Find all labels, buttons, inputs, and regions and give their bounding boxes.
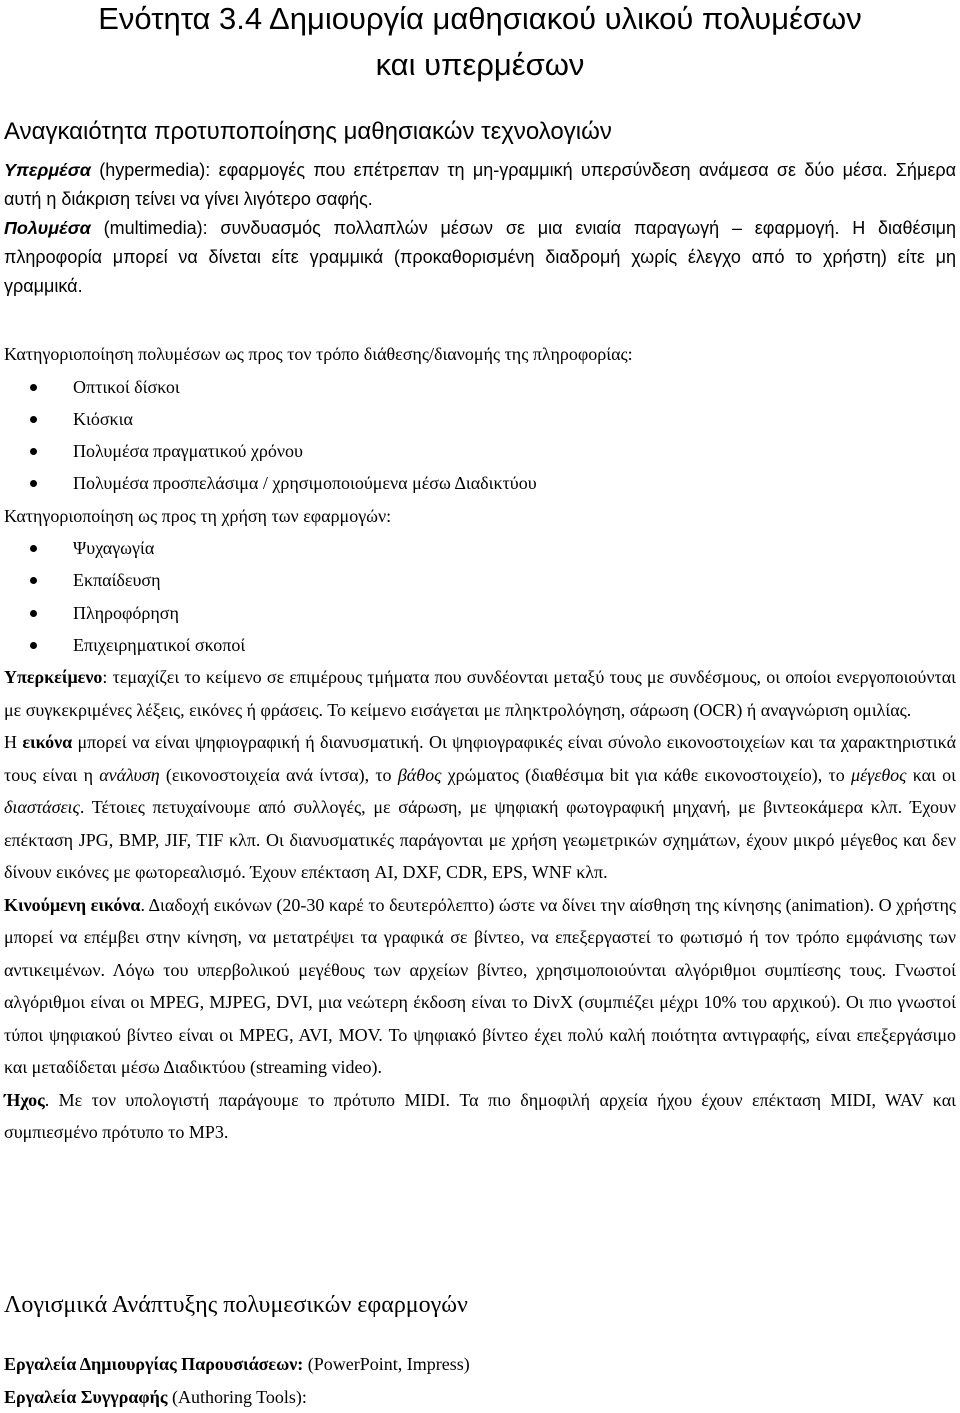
- bullet-icon: [30, 384, 37, 391]
- hypermedia-term: Υπερμέσα: [4, 160, 91, 180]
- list-item: Κιόσκια: [4, 403, 956, 435]
- section-heading: Αναγκαιότητα προτυποποίησης μαθησιακών τεχνολογιών: [4, 114, 956, 150]
- bullet-icon: [30, 610, 37, 617]
- list-item: Επιχειρηματικοί σκοποί: [4, 629, 956, 661]
- moving-image-paragraph: Κινούμενη εικόνα. Διαδοχή εικόνων (20-30 καρέ το δευτερόλεπτο) ώστε να δίνει την αίσθηση της κίνησης (animation). Ο χρήστης μπορεί να επέμβει στην κίνηση, να μετατρέψει τα γραφικά σε βίντεο, να επεξεργαστεί το φωτισμό ή τον τρόπο εμφάνισης των αντικειμένων. Λόγω του υπερβολικού μεγέθους των αρχείων βίντεο, χρησιμοποιούνται αλγόριθμοι συμπίεσης τους. Γνωστοί αλγόριθμοι είναι οι MPEG, MJPEG, DVI, μια νεώτερη έκδοση είναι το DivX (συμπιέζει μέχρι 10% του αρχικού). Οι πιο γνωστοί τύποι ψηφιακού βίντεο είναι οι MPEG, AVI, MOV. Το ψηφιακό βίντεο έχει πολύ καλή ποιότητα αντιγραφής, είναι επεξεργάσιμο και μεταδίδεται μέσω Διαδικτύου (streaming video).: [4, 889, 956, 1084]
- authoring-tools: Εργαλεία Συγγραφής (Authoring Tools):: [4, 1381, 956, 1413]
- multimedia-classification: [4, 338, 956, 1149]
- hypertext-paragraph: [4, 661, 956, 726]
- list-item: Πολυμέσα προσπελάσιμα / χρησιμοποιούμενα μέσω Διαδικτύου: [4, 467, 956, 499]
- multimedia-term: Πολυμέσα: [4, 218, 91, 238]
- hypertext-text: : τεμαχίζει το κείμενο σε επιμέρους τμήματα που συνδέονται μεταξύ τους με συνδέσμους, οι οποίοι ενεργοποιούνται με συγκεκριμένες λέξεις, εικόνες ή φράσεις. Το κείμενο εισάγεται με πληκτρολόγηση, σάρωση (OCR) ή αναγνώριση ομιλίας.: [4, 667, 956, 720]
- list-item: Πληροφόρηση: [4, 597, 956, 629]
- bullet-icon: [30, 480, 37, 487]
- authoring-tools-term: Εργαλεία Συγγραφής: [4, 1387, 167, 1407]
- image-term: εικόνα: [22, 732, 72, 752]
- page-title: [4, 0, 956, 88]
- hypertext-term: Υπερκείμενο: [4, 667, 102, 687]
- software-heading: Λογισμικά Ανάπτυξης πολυμεσικών εφαρμογών: [4, 1290, 956, 1320]
- image-paragraph: Η εικόνα μπορεί να είναι ψηφιογραφική ή διανυσματική. Οι ψηφιογραφικές είναι σύνολο εικονοστοιχείων και τα χαρακτηριστικά τους είναι η ανάλυση (εικονοστοιχεία ανά ίντσα), το βάθος χρώματος (διαθέσιμα bit για κάθε εικονοστοιχείο), το μέγεθος και οι διαστάσεις. Τέτοιες πετυχαίνουμε από συλλογές, με σάρωση, με ψηφιακή φωτογραφική μηχανή, με βιντεοκάμερα κλπ. Έχουν επέκταση JPG, BMP, JIF, TIF κλπ. Οι διανυσματικές παράγονται με χρήση γεωμετρικών σχημάτων, έχουν μικρό μέγεθος και δεν δίνουν εικόνες με φωτορεαλισμό. Έχουν επέκταση AI, DXF, CDR, EPS, WNF κλπ.: [4, 726, 956, 889]
- title-line-1: Ενότητα 3.4 Δημιουργία μαθησιακού υλικού πολυμέσων: [4, 0, 956, 42]
- bullet-icon: [30, 545, 37, 552]
- software-section: [4, 1290, 956, 1320]
- section-standardization: [4, 114, 956, 301]
- bullet-icon: [30, 448, 37, 455]
- hypermedia-text: (hypermedia): εφαρμογές που επέτρεπαν τη μη-γραμμική υπερσύνδεση ανάμεσα σε δύο μέσα. Σήμερα αυτή η διάκριση τείνει να γίνει λιγότερο σαφής.: [4, 160, 956, 209]
- sound-term: Ήχος: [4, 1090, 45, 1110]
- bullet-icon: [30, 416, 37, 423]
- list-item: Ψυχαγωγία: [4, 532, 956, 564]
- presentation-tools-term: Εργαλεία Δημιουργίας Παρουσιάσεων:: [4, 1354, 303, 1374]
- distribution-list: [4, 371, 956, 500]
- sound-paragraph: Ήχος. Με τον υπολογιστή παράγουμε το πρότυπο MIDI. Τα πιο δημοφιλή αρχεία ήχου έχουν επέκταση MIDI, WAV και συμπιεσμένο πρότυπο το MP3.: [4, 1084, 956, 1149]
- use-list: [4, 532, 956, 661]
- hypermedia-paragraph: [4, 156, 956, 214]
- presentation-tools: Εργαλεία Δημιουργίας Παρουσιάσεων: (PowerPoint, Impress): [4, 1348, 956, 1381]
- tools-section: [4, 1348, 956, 1413]
- page-title-heading: [4, 0, 956, 88]
- multimedia-text: (multimedia): συνδυασμός πολλαπλών μέσων σε μια ενιαία παραγωγή – εφαρμογή. Η διαθέσιμη πληροφορία μπορεί να δίνεται είτε γραμμικά (προκαθορισμένη διαδρομή χωρίς έλεγχο από το χρήστη) είτε μη γραμμικά.: [4, 218, 956, 296]
- title-line-2: και υπερμέσων: [4, 42, 956, 88]
- bullet-icon: [30, 577, 37, 584]
- list-item: Πολυμέσα πραγματικού χρόνου: [4, 435, 956, 467]
- moving-image-term: Κινούμενη εικόνα: [4, 895, 140, 915]
- distribution-intro: Κατηγοριοποίηση πολυμέσων ως προς τον τρόπο διάθεσης/διανομής της πληροφορίας:: [4, 338, 956, 371]
- use-intro: Κατηγοριοποίηση ως προς τη χρήση των εφαρμογών:: [4, 500, 956, 533]
- list-item: Εκπαίδευση: [4, 564, 956, 596]
- multimedia-paragraph: [4, 214, 956, 301]
- list-item: Οπτικοί δίσκοι: [4, 371, 956, 403]
- bullet-icon: [30, 642, 37, 649]
